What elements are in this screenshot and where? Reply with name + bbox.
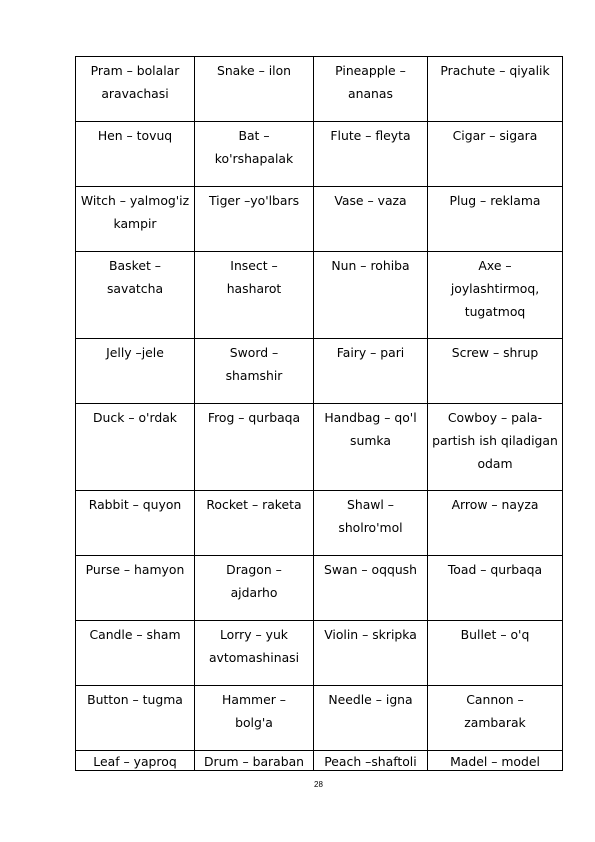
table-cell: Peach –shaftoli	[314, 751, 428, 771]
table-row	[76, 252, 563, 339]
table-cell: Sword – shamshir	[195, 339, 314, 404]
table-cell: Plug – reklama	[428, 187, 563, 252]
table-cell: Swan – oqqush	[314, 556, 428, 621]
table-cell: Violin – skripka	[314, 621, 428, 686]
table-cell: Hen – tovuq	[76, 122, 195, 187]
table-cell: Toad – qurbaqa	[428, 556, 563, 621]
table-cell: Purse – hamyon	[76, 556, 195, 621]
table-row	[76, 57, 563, 122]
table-cell: Cowboy – pala-partish ish qiladigan odam	[428, 404, 563, 491]
table-row	[76, 404, 563, 491]
table-row	[76, 491, 563, 556]
table-cell: Candle – sham	[76, 621, 195, 686]
table-cell: Handbag – qo'l sumka	[314, 404, 428, 491]
table-cell: Basket – savatcha	[76, 252, 195, 339]
table-cell: Axe – joylashtirmoq, tugatmoq	[428, 252, 563, 339]
table-row	[76, 339, 563, 404]
table-cell: Madel – model	[428, 751, 563, 771]
table-cell: Shawl – sholro'mol	[314, 491, 428, 556]
table-cell: Witch – yalmog'iz kampir	[76, 187, 195, 252]
table-cell: Vase – vaza	[314, 187, 428, 252]
table-row	[76, 556, 563, 621]
table-cell: Cannon – zambarak	[428, 686, 563, 751]
table-cell: Hammer – bolg'a	[195, 686, 314, 751]
table-row	[76, 122, 563, 187]
table-cell: Jelly –jele	[76, 339, 195, 404]
table-cell: Frog – qurbaqa	[195, 404, 314, 491]
table-cell: Tiger –yo'lbars	[195, 187, 314, 252]
table-cell: Lorry – yuk avtomashinasi	[195, 621, 314, 686]
table-cell: Rocket – raketa	[195, 491, 314, 556]
table-cell: Screw – shrup	[428, 339, 563, 404]
table-cell: Insect – hasharot	[195, 252, 314, 339]
table-cell: Nun – rohiba	[314, 252, 428, 339]
table-row	[76, 686, 563, 751]
table-cell: Bat – ko'rshapalak	[195, 122, 314, 187]
table-cell: Snake – ilon	[195, 57, 314, 122]
table-cell: Rabbit – quyon	[76, 491, 195, 556]
table-row	[76, 187, 563, 252]
table-cell: Cigar – sigara	[428, 122, 563, 187]
table-cell: Flute – fleyta	[314, 122, 428, 187]
table-cell: Pineapple – ananas	[314, 57, 428, 122]
table-cell: Leaf – yaproq	[76, 751, 195, 771]
table-cell: Dragon – ajdarho	[195, 556, 314, 621]
table-cell: Fairy – pari	[314, 339, 428, 404]
table-row	[76, 751, 563, 771]
table-cell: Button – tugma	[76, 686, 195, 751]
table-cell: Bullet – o'q	[428, 621, 563, 686]
table-cell: Arrow – nayza	[428, 491, 563, 556]
table-cell: Needle – igna	[314, 686, 428, 751]
table-cell: Pram – bolalar aravachasi	[76, 57, 195, 122]
table-row	[76, 621, 563, 686]
vocabulary-table	[75, 56, 563, 771]
table-cell: Duck – o'rdak	[76, 404, 195, 491]
table-cell: Drum – baraban	[195, 751, 314, 771]
table-cell: Prachute – qiyalik	[428, 57, 563, 122]
page-number: 28	[314, 780, 323, 789]
